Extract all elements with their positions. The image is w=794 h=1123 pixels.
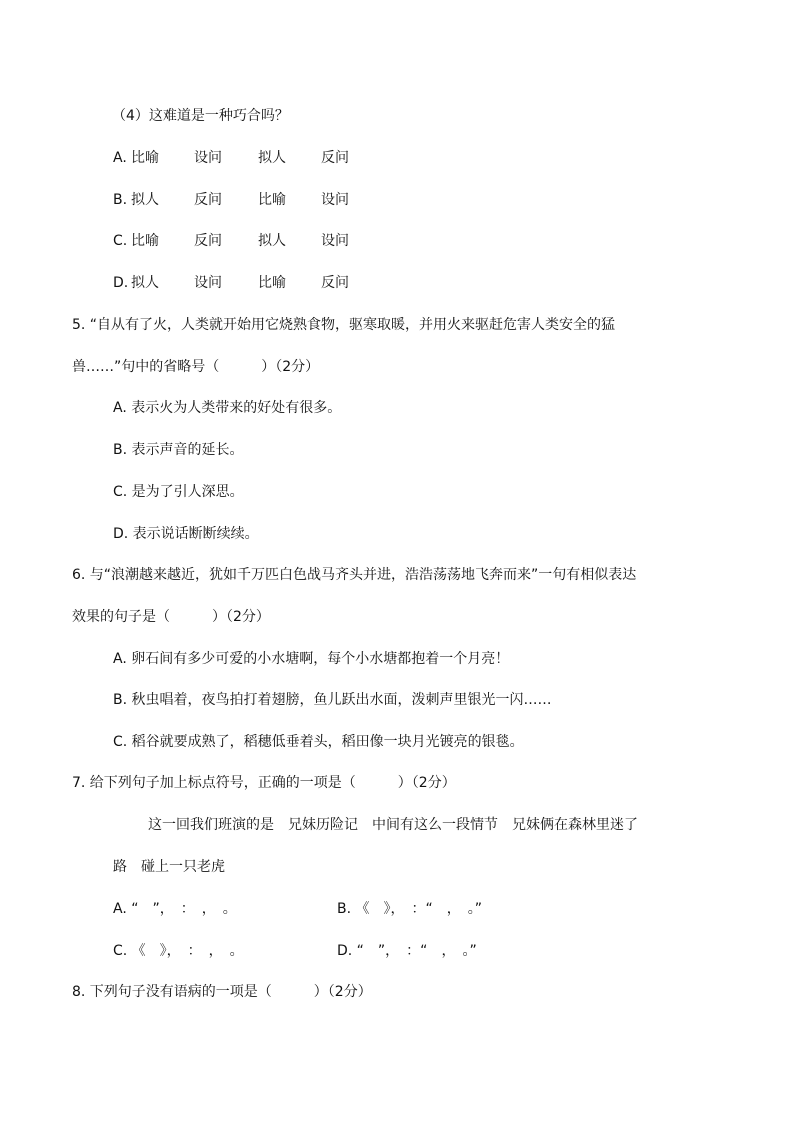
q7-sentence-line1: 这一回我们班演的是 兄妹历险记 中间有这么一段情节 兄妹俩在森林里迷了 [148,817,638,833]
option-item: 比喻 [258,275,286,291]
q5-option-a: A. 表示火为人类带来的好处有很多。 [113,400,342,416]
q6-option-b: B. 秋虫唱着，夜鸟拍打着翅膀，鱼儿跃出水面，泼刺声里银光一闪…… [113,692,552,708]
option-item: 设问 [321,192,349,208]
q7-option-c: C. 《 》， ： ， 。 [113,943,244,959]
option-item: 反问 [321,275,349,291]
option-item: 比喻 [258,192,286,208]
q5-option-d: D. 表示说话断断续续。 [113,526,259,542]
option-letter: C. [113,233,128,249]
option-item: 拟人 [258,233,286,249]
q6-stem-line2: 效果的句子是（ ）（2分） [72,609,270,625]
option-letter: D. [113,275,129,291]
option-item: 设问 [194,150,222,166]
option-item: 拟人 [131,275,159,291]
q7-option-a: A. “ ”， ： ， 。 [113,901,237,917]
q6-option-a: A. 卵石间有多少可爱的小水塘啊，每个小水塘都抱着一个月亮！ [113,651,510,667]
q5-option-c: C. 是为了引人深思。 [113,484,244,500]
option-letter: B. [113,192,128,208]
q7-stem: 7. 给下列句子加上标点符号，正确的一项是（ ）（2分） [72,775,456,791]
q4-sub-stem: （4）这难道是一种巧合吗？ [112,108,289,124]
q7-option-d: D. “ ”， ：“ ， 。” [337,943,477,959]
q5-option-b: B. 表示声音的延长。 [113,442,244,458]
option-item: 比喻 [131,233,159,249]
q7-sentence-line2: 路 碰上一只老虎 [113,859,225,875]
q6-option-c: C. 稻谷就要成熟了，稻穗低垂着头，稻田像一块月光镀亮的银毯。 [113,734,524,750]
option-item: 设问 [194,275,222,291]
option-item: 反问 [321,150,349,166]
option-letter: A. [113,150,127,166]
option-item: 反问 [194,233,222,249]
option-item: 拟人 [131,192,159,208]
q8-stem: 8. 下列句子没有语病的一项是（ ）（2分） [72,984,372,1000]
q5-stem-line1: 5. “自从有了火，人类就开始用它烧熟食物，驱寒取暖，并用火来驱赶危害人类安全的猛 [72,317,616,333]
option-item: 设问 [321,233,349,249]
q7-option-b: B. 《 》， ：“ ， 。” [337,901,483,917]
option-item: 反问 [194,192,222,208]
option-item: 拟人 [258,150,286,166]
q5-stem-line2: 兽……”句中的省略号（ ）（2分） [72,359,320,375]
option-item: 比喻 [131,150,159,166]
q6-stem-line1: 6. 与“浪潮越来越近，犹如千万匹白色战马齐头并进，浩浩荡荡地飞奔而来”一句有相似表达 [72,567,637,583]
